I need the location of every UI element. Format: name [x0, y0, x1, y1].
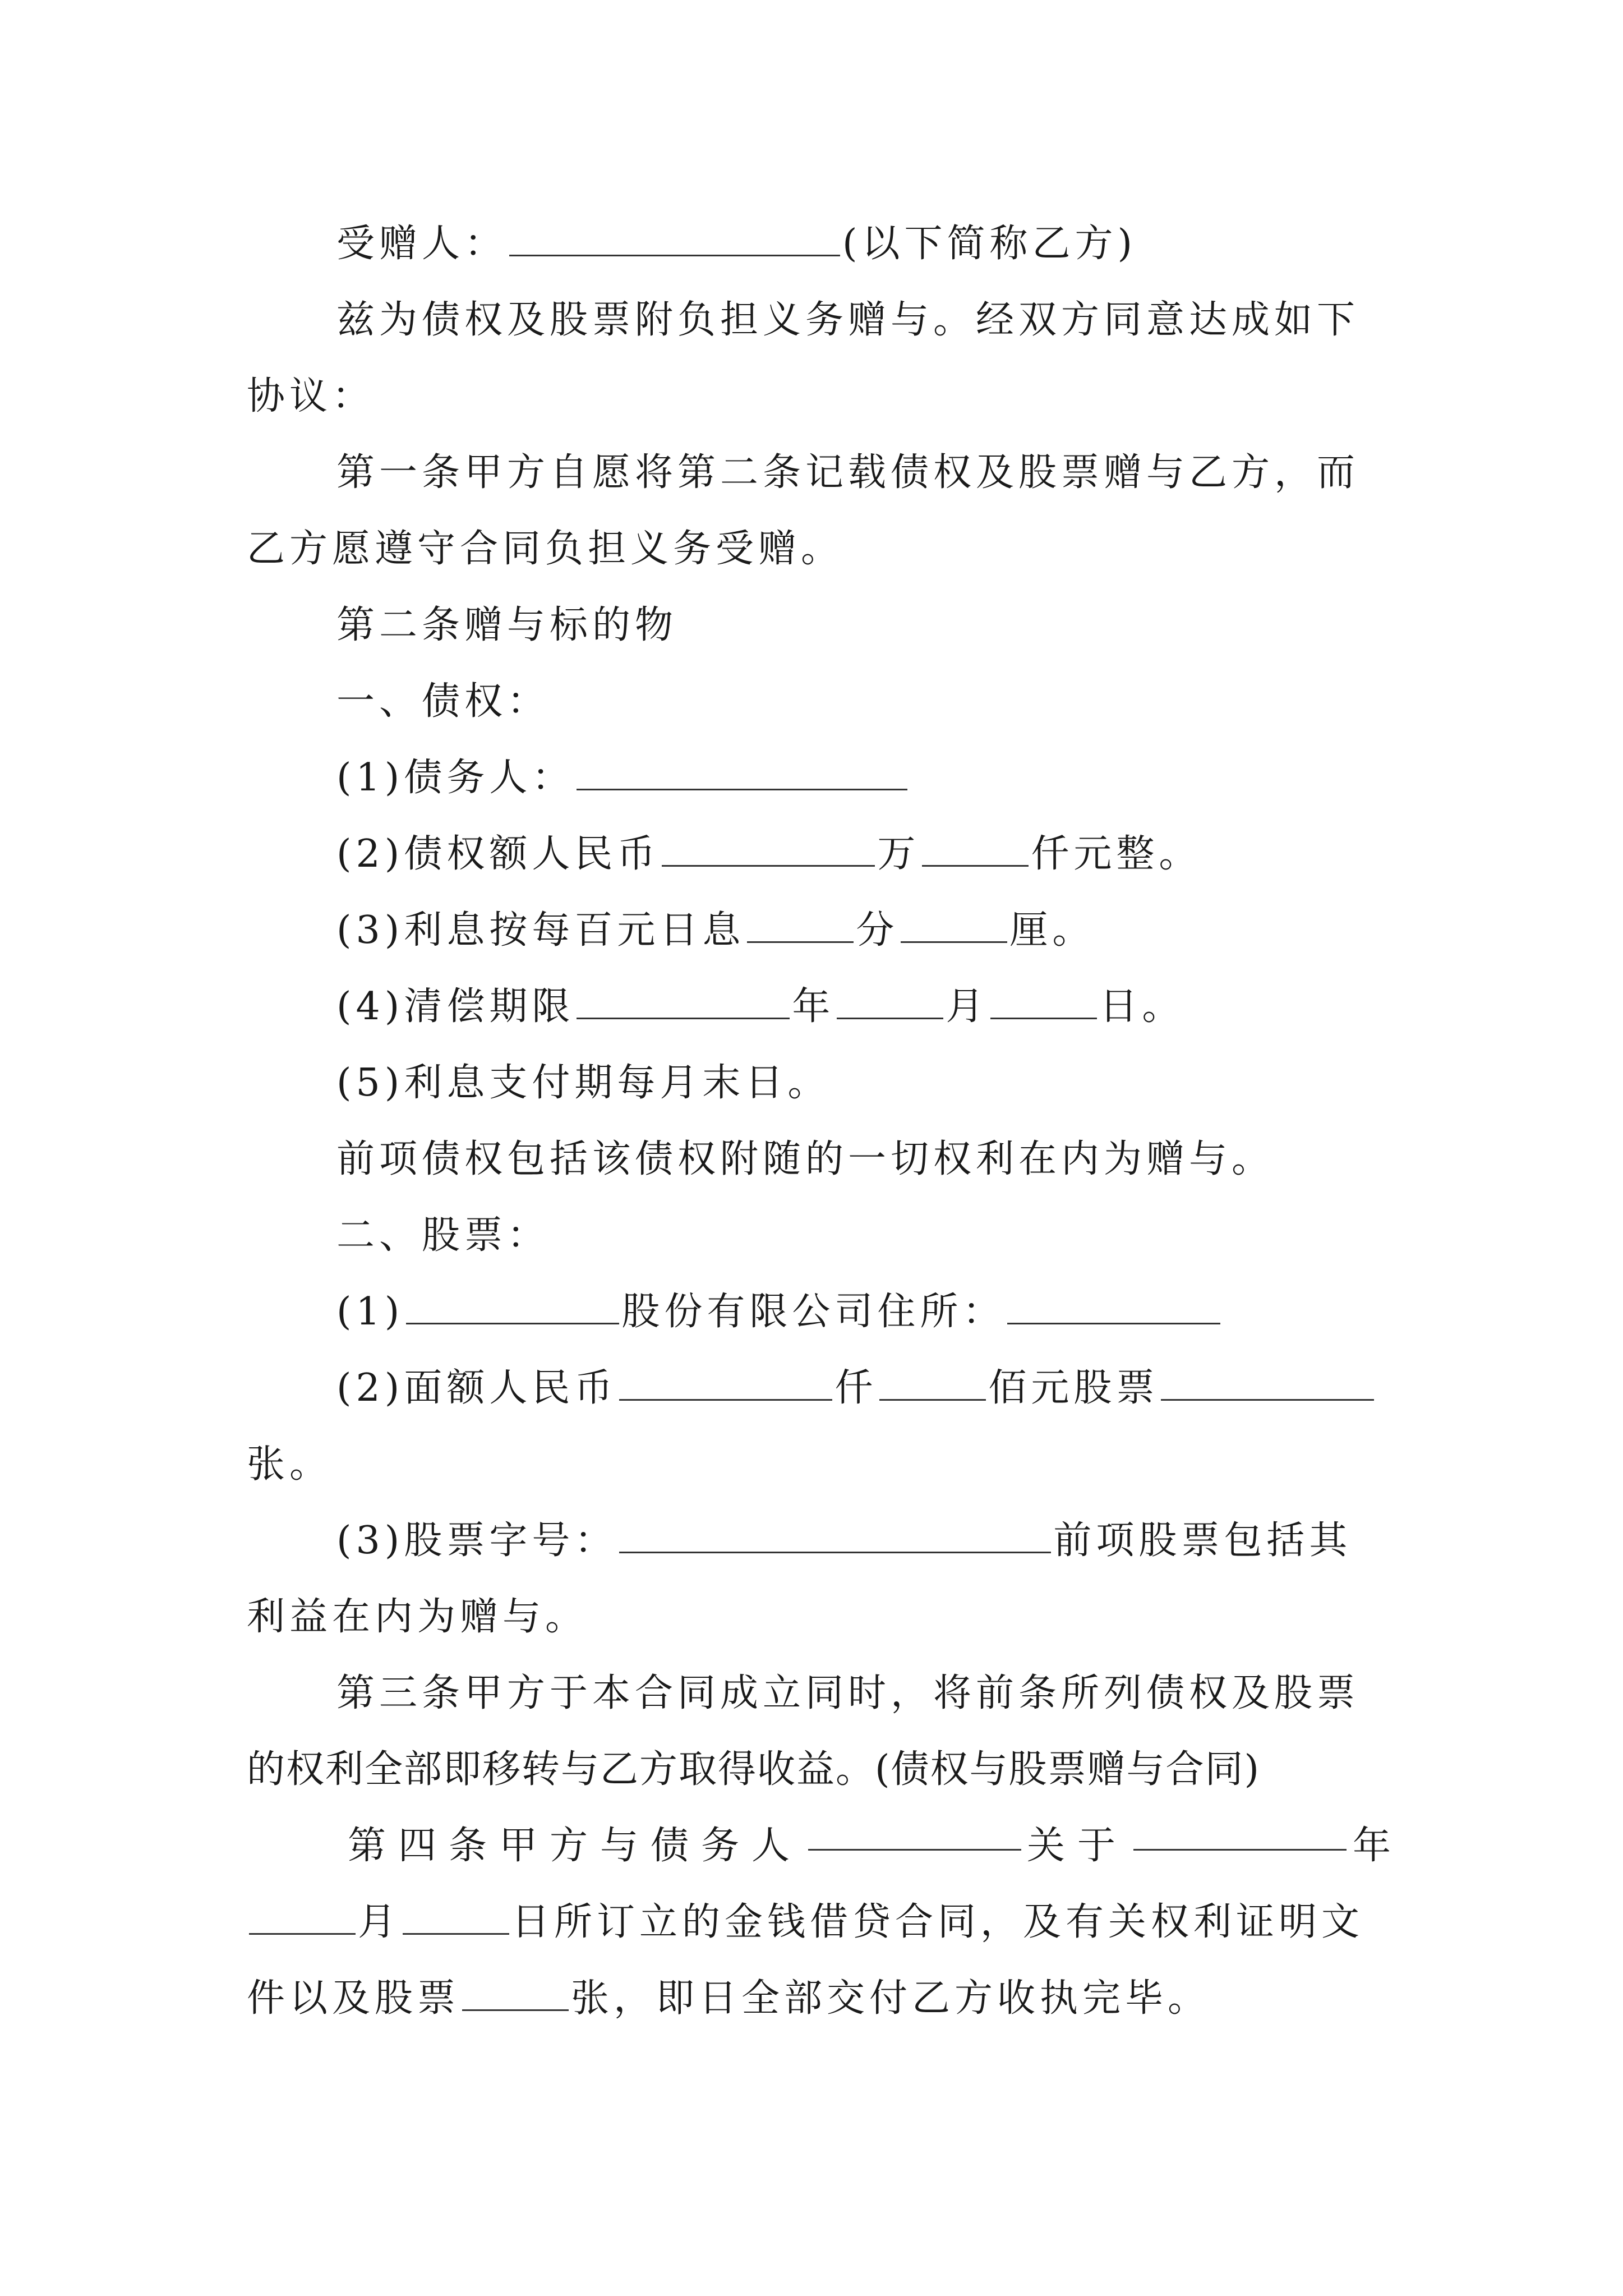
day-unit: 日。: [1099, 984, 1185, 1029]
recipient-line: [336, 213, 1391, 275]
claims-summary-line: 前项债权包括该债权附随的一切权利在内为赠与。: [336, 1137, 1275, 1181]
article-4-stock-count-blank[interactable]: [462, 1976, 569, 2011]
article-1-line-2: 乙方愿遵守合同负担义务受赠。: [247, 527, 844, 571]
article-4-year-blank[interactable]: [1133, 1815, 1347, 1851]
company-line: [336, 1281, 1391, 1343]
recipient-note: (以下简称乙方): [842, 222, 1137, 266]
year-unit: 年: [792, 984, 835, 1029]
article-4-contract-text: 日所订立的金钱借贷合同，及有关权利证明文: [511, 1900, 1364, 1944]
interest-payment-line: (5)利息支付期每月末日。: [336, 1061, 831, 1105]
repayment-line: [336, 976, 1391, 1038]
stock-number-note: 前项股票包括其: [1053, 1519, 1352, 1563]
article-3-line-1: 第三条甲方于本合同成立同时，将前条所列债权及股票: [336, 1671, 1360, 1715]
stock-number-line: [336, 1510, 1391, 1572]
regarding-label: 关于: [1026, 1824, 1128, 1868]
article-4-line-3: [247, 1968, 1391, 2030]
article-3-line-2: 的权利全部即移转与乙方取得收益。(债权与股票赠与合同): [247, 1747, 1261, 1792]
fen-unit: 分: [856, 908, 899, 953]
repayment-month-blank[interactable]: [837, 984, 943, 1019]
stock-bai-unit: 佰元股票: [988, 1366, 1159, 1410]
stock-number-label: (3)股票字号：: [336, 1519, 617, 1563]
face-value-line-2: 张。: [247, 1442, 333, 1487]
stock-number-blank[interactable]: [619, 1518, 1051, 1553]
article-4-line-2: [247, 1892, 1391, 1953]
stock-count-blank[interactable]: [1161, 1365, 1374, 1401]
company-address-label: 股份有限公司住所：: [621, 1290, 1006, 1334]
article-4-month-blank[interactable]: [249, 1899, 356, 1935]
stock-qian-unit: 仟: [834, 1366, 878, 1410]
article-1-line-1: 第一条甲方自愿将第二条记载债权及股票赠与乙方，而: [336, 450, 1360, 495]
debtor-blank[interactable]: [577, 755, 907, 790]
article-2-heading: 第二条赠与标的物: [336, 603, 678, 647]
debtor-label: (1)债务人：: [336, 756, 575, 800]
interest-label: (3)利息按每百元日息: [336, 908, 745, 953]
company-name-blank[interactable]: [406, 1289, 619, 1324]
section-claims-heading: 一、债权：: [336, 679, 550, 724]
repayment-label: (4)清偿期限: [336, 984, 575, 1029]
article-4-year-unit: 年: [1352, 1824, 1391, 1868]
company-index: (1): [336, 1290, 404, 1334]
face-value-bai-blank[interactable]: [879, 1365, 986, 1401]
article-4-debtor-blank[interactable]: [808, 1815, 1021, 1851]
face-value-qian-blank[interactable]: [619, 1365, 832, 1401]
interest-fen-blank[interactable]: [747, 908, 854, 943]
article-4-day-blank[interactable]: [403, 1899, 509, 1935]
article-4-label: 第四条甲方与债务人: [348, 1824, 803, 1868]
repayment-day-blank[interactable]: [990, 984, 1097, 1019]
li-unit: 厘。: [1009, 908, 1095, 953]
face-value-label: (2)面额人民币: [336, 1366, 617, 1410]
recipient-blank[interactable]: [509, 221, 840, 256]
claim-amount-qian-blank[interactable]: [922, 831, 1029, 867]
preamble-line-1: 兹为债权及股票附负担义务赠与。经双方同意达成如下: [336, 298, 1360, 342]
wan-unit: 万: [877, 832, 920, 876]
section-stocks-heading: 二、股票：: [336, 1213, 550, 1258]
repayment-year-blank[interactable]: [577, 984, 790, 1019]
interest-li-blank[interactable]: [901, 908, 1007, 943]
claim-amount-line: [336, 823, 1391, 885]
interest-line: [336, 900, 1391, 961]
face-value-line: [336, 1358, 1391, 1419]
company-address-blank[interactable]: [1007, 1289, 1220, 1324]
article-4-line-1: [348, 1815, 1391, 1877]
preamble-line-2: 协议：: [247, 374, 375, 418]
article-4-delivery-text: 张，即日全部交付乙方收执完毕。: [571, 1976, 1211, 2021]
stock-number-line-2: 利益在内为赠与。: [247, 1595, 588, 1639]
claim-amount-wan-blank[interactable]: [662, 831, 875, 867]
month-unit: 月: [946, 984, 989, 1029]
article-4-month-unit: 月: [358, 1900, 401, 1944]
recipient-label: 受赠人：: [336, 222, 508, 266]
debtor-line: [336, 747, 1391, 809]
qian-unit: 仟元整。: [1031, 832, 1202, 876]
claim-amount-label: (2)债权额人民币: [336, 832, 660, 876]
article-4-stock-label: 件以及股票: [247, 1976, 460, 2021]
